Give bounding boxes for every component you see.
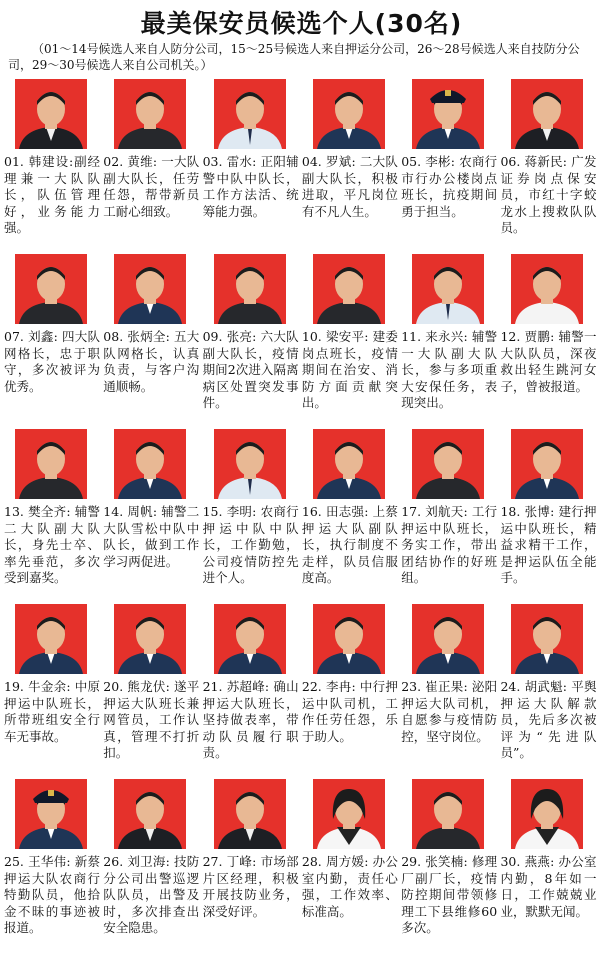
candidate-description: 13. 樊全齐: 辅警二大队副大队长，身先士卒、率先垂范，多次受到嘉奖。 bbox=[4, 504, 100, 585]
candidate-photo bbox=[412, 429, 484, 499]
candidate-card bbox=[302, 601, 401, 776]
candidate-description: 21. 苏超峰: 确山押运大队班长，坚持做表率，带动队员履行职责。 bbox=[202, 679, 299, 760]
candidate-photo bbox=[114, 254, 186, 324]
candidate-description: 10. 梁安平: 建委岗点班长，疫情期间在治安、消防方面贡献突出。 bbox=[301, 329, 398, 410]
candidate-card bbox=[103, 776, 202, 951]
candidate-description: 14. 周帆: 辅警二大队雪松中队中队长，做到工作学习两促进。 bbox=[103, 504, 200, 569]
candidate-photo bbox=[15, 79, 87, 149]
candidate-card bbox=[302, 776, 401, 951]
candidate-description: 18. 张博: 建行押运中队班长，精益求精干工作，是押运队伍全能手。 bbox=[500, 504, 597, 585]
candidate-photo bbox=[313, 429, 385, 499]
candidate-description: 16. 田志强: 上蔡押运大队副队长，执行制度不走样，队员信服度高。 bbox=[301, 504, 398, 585]
candidate-description: 12. 贾鹏: 辅警一大队队员，深夜救出轻生跳河女子，曾被报道。 bbox=[500, 329, 597, 394]
candidate-description: 09. 张亮: 六大队副大队长，疫情期间2次进入隔离病区处置突发事件。 bbox=[202, 329, 299, 410]
candidate-card bbox=[4, 601, 103, 776]
candidate-card bbox=[500, 426, 599, 601]
candidate-description: 28. 周方媛: 办公室内勤，责任心强，工作效率、标准高。 bbox=[301, 854, 398, 919]
candidate-photo bbox=[313, 604, 385, 674]
candidate-photo bbox=[114, 429, 186, 499]
candidate-card bbox=[302, 426, 401, 601]
candidate-row bbox=[4, 776, 600, 951]
candidate-description: 30. 燕燕: 办公室内勤，8年如一日，工作兢兢业业，默默无闻。 bbox=[500, 854, 597, 919]
candidate-photo bbox=[511, 429, 583, 499]
candidate-description: 26. 刘卫海: 技防分公司出警巡逻队队员，出警及时，多次排查出安全隐患。 bbox=[103, 854, 200, 935]
candidate-photo bbox=[114, 779, 186, 849]
candidate-photo bbox=[511, 779, 583, 849]
candidate-card bbox=[500, 601, 599, 776]
candidate-photo bbox=[511, 79, 583, 149]
page-subtitle: （01～14号候选人来自人防分公司，15～25号候选人来自押运分公司，26～28号候选人来自技防分公司，29～30号候选人来自公司机关。） bbox=[8, 42, 580, 72]
candidate-description: 24. 胡武魁: 平舆押运大队解款员，先后多次被评为“先进队员”。 bbox=[500, 679, 597, 760]
page-title: 最美保安员候选个人(30名) bbox=[140, 9, 463, 38]
candidate-photo bbox=[15, 779, 87, 849]
candidate-description: 08. 张炳全: 五大队网格长，认真负责，与客户沟通顺畅。 bbox=[103, 329, 200, 394]
candidate-photo bbox=[412, 79, 484, 149]
candidate-card bbox=[203, 601, 302, 776]
candidate-description: 25. 王华伟: 新蔡押运大队农商行特勤队员，他拾金不昧的事迹被报道。 bbox=[4, 854, 100, 935]
candidate-description: 03. 雷水: 正阳辅警中队中队长，工作方法活、统筹能力强。 bbox=[202, 154, 299, 219]
candidate-description: 04. 罗斌: 二大队副大队长，积极进取，平凡岗位有不凡人生。 bbox=[301, 154, 398, 219]
candidate-row bbox=[4, 601, 600, 776]
candidate-card bbox=[401, 76, 500, 251]
candidate-photo bbox=[313, 254, 385, 324]
candidate-description: 15. 李明: 农商行押运中队中队长，工作勤勉，公司疫情防控先进个人。 bbox=[202, 504, 299, 585]
candidate-photo bbox=[214, 429, 286, 499]
candidate-card bbox=[500, 76, 599, 251]
candidate-card bbox=[401, 776, 500, 951]
candidate-description: 01. 韩建设:副经理兼一大队队长，队伍管理好，业务能力强。 bbox=[4, 154, 100, 235]
candidate-card bbox=[203, 426, 302, 601]
candidate-card bbox=[500, 776, 599, 951]
candidate-card bbox=[401, 426, 500, 601]
candidate-card bbox=[4, 426, 103, 601]
candidate-photo bbox=[214, 79, 286, 149]
candidate-row bbox=[4, 426, 600, 601]
candidate-photo bbox=[511, 254, 583, 324]
candidate-card bbox=[401, 601, 500, 776]
candidate-card bbox=[302, 251, 401, 426]
candidate-photo bbox=[412, 779, 484, 849]
candidate-description: 05. 李彬: 农商行市行办公楼岗点班长，抗疫期间勇于担当。 bbox=[401, 154, 498, 219]
candidate-photo bbox=[114, 79, 186, 149]
candidate-description: 07. 刘鑫: 四大队网格长，忠于职守，多次被评为优秀。 bbox=[4, 329, 100, 394]
candidate-card bbox=[401, 251, 500, 426]
candidate-photo bbox=[412, 604, 484, 674]
candidate-card bbox=[103, 601, 202, 776]
candidate-card bbox=[500, 251, 599, 426]
candidate-card bbox=[203, 76, 302, 251]
candidate-photo bbox=[114, 604, 186, 674]
candidate-card bbox=[4, 76, 103, 251]
candidate-description: 27. 丁峰: 市场部片区经理，积极开展技防业务，深受好评。 bbox=[202, 854, 299, 919]
candidate-grid bbox=[4, 76, 600, 951]
candidate-description: 17. 刘航天: 工行押运中队班长，务实工作，带出团结协作的好班组。 bbox=[401, 504, 498, 585]
candidate-photo bbox=[15, 604, 87, 674]
candidate-description: 11. 来永兴: 辅警一大队副大队长，参与多项重大安保任务，表现突出。 bbox=[401, 329, 498, 410]
candidate-description: 19. 牛金余: 中原押运中队班长，所带班组安全行车无事故。 bbox=[4, 679, 100, 744]
candidate-photo bbox=[214, 779, 286, 849]
candidate-card bbox=[4, 251, 103, 426]
candidate-card bbox=[4, 776, 103, 951]
candidate-photo bbox=[214, 604, 286, 674]
candidate-description: 20. 熊龙伏: 遂平押运大队班长兼网管员，工作认真，管理不打折扣。 bbox=[103, 679, 200, 760]
candidate-photo bbox=[313, 79, 385, 149]
candidate-card bbox=[103, 426, 202, 601]
candidate-description: 29. 张笑楠: 修理厂副厂长，疫情防控期间带领修理工下县维修60多次。 bbox=[401, 854, 498, 935]
candidate-photo bbox=[15, 429, 87, 499]
candidate-description: 22. 李冉: 中行押运中队司机，工作任劳任怨，乐于助人。 bbox=[301, 679, 398, 744]
candidate-card bbox=[103, 76, 202, 251]
candidate-photo bbox=[511, 604, 583, 674]
candidate-photo bbox=[313, 779, 385, 849]
candidate-description: 02. 黄维: 一大队副大队长，任劳任怨，帮带新员工耐心细致。 bbox=[103, 154, 200, 219]
candidate-row bbox=[4, 76, 600, 251]
candidate-description: 23. 崔正果: 泌阳押运大队司机，自愿参与疫情防控，坚守岗位。 bbox=[401, 679, 498, 744]
candidate-row bbox=[4, 251, 600, 426]
candidate-description: 06. 蒋新民: 广发证券岗点保安员，市红十字蛟龙水上搜救队队员。 bbox=[500, 154, 597, 235]
candidate-photo bbox=[412, 254, 484, 324]
candidate-card bbox=[302, 76, 401, 251]
candidate-card bbox=[103, 251, 202, 426]
candidate-card bbox=[203, 776, 302, 951]
candidate-photo bbox=[15, 254, 87, 324]
candidate-photo bbox=[214, 254, 286, 324]
candidate-card bbox=[203, 251, 302, 426]
